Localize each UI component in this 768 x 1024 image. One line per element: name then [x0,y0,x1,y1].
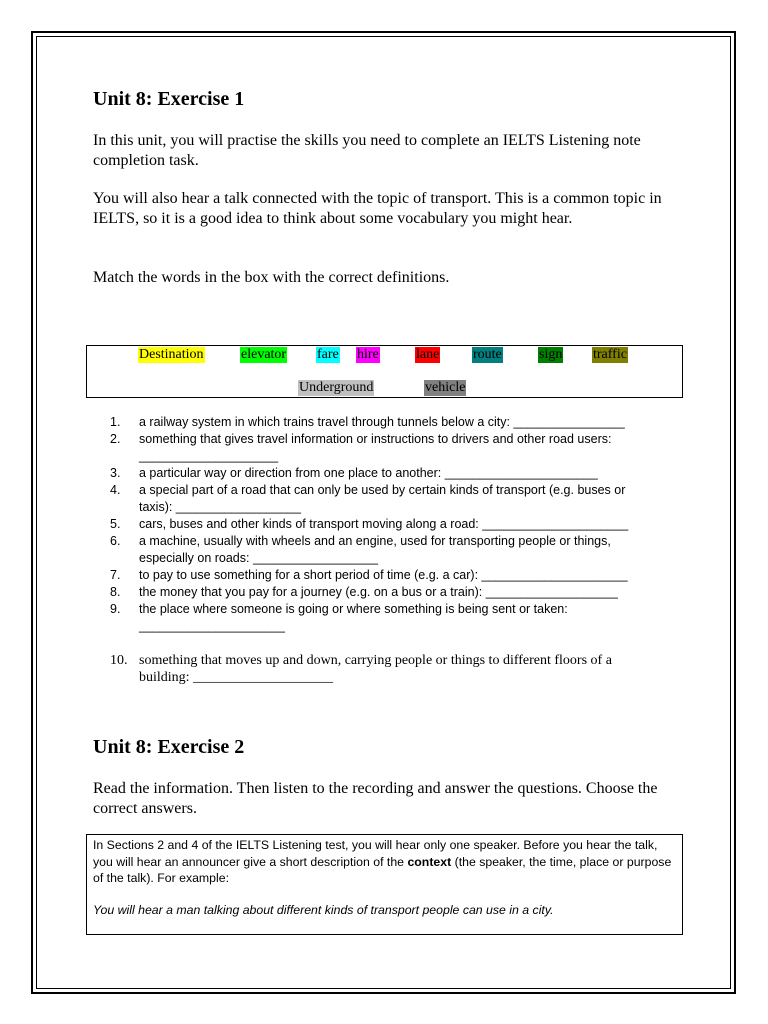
question-10: 10. something that moves up and down, carrying people or things to different floors of a building: ____________________ [110,653,612,685]
word-route: route [473,347,502,362]
question-2: 2. something that gives travel information or instructions to drivers and other road users: ____________________ [110,432,612,463]
exercise1-heading: Unit 8: Exercise 1 [93,88,245,110]
question-7: 7. to pay to use something for a short period of time (e.g. a car): _____________________ [110,568,628,582]
word-hire: hire [357,347,379,362]
question-8: 8. the money that you pay for a journey (e.g. on a bus or a train): ___________________ [110,585,618,599]
word-fare: fare [317,347,339,362]
word-sign: sign [539,347,563,362]
context-keyword: context [407,854,452,869]
question-6: 6. a machine, usually with wheels and an engine, used for transporting people or things, especially on roads: __________________ [110,534,611,565]
context-info-box [86,834,683,935]
word-underground: Underground [299,380,374,395]
word-lane: lane [416,347,440,362]
word-vehicle: vehicle [425,380,466,395]
word-traffic: traffic [593,347,627,362]
exercise1-intro: In this unit, you will practise the skills you need to complete an IELTS Listening note completion task. [93,132,641,169]
exercise2-heading: Unit 8: Exercise 2 [93,736,245,758]
exercise1-instruction: Match the words in the box with the correct definitions. [93,269,450,286]
question-9: 9. the place where someone is going or where something is being sent or taken: _____________________ [110,602,568,633]
exercise2-instruction: Read the information. Then listen to the recording and answer the questions. Choose the correct answers. [93,780,658,817]
context-info-text: In Sections 2 and 4 of the IELTS Listening test, you will hear only one speaker. Before you hear the talk, you will hear an announcer give a short description of the context (the speaker, the time, place or purpose of the talk). For example: [93,838,672,885]
word-destination: Destination [139,347,204,362]
question-5: 5. cars, buses and other kinds of transport moving along a road: _____________________ [110,517,629,531]
question-1: 1. a railway system in which trains travel through tunnels below a city: ________________ [110,415,625,429]
word-elevator: elevator [241,347,287,362]
context-example: You will hear a man talking about different kinds of transport people can use in a city. [93,902,554,917]
word-box [86,345,683,398]
exercise1-topic: You will also hear a talk connected with the topic of transport. This is a common topic in IELTS, so it is a good idea to think about some vocabulary you might hear. [93,190,662,227]
question-4: 4. a special part of a road that can only be used by certain kinds of transport (e.g. buses or taxis): __________________ [110,483,626,514]
question-3: 3. a particular way or direction from one place to another: ______________________ [110,466,598,480]
